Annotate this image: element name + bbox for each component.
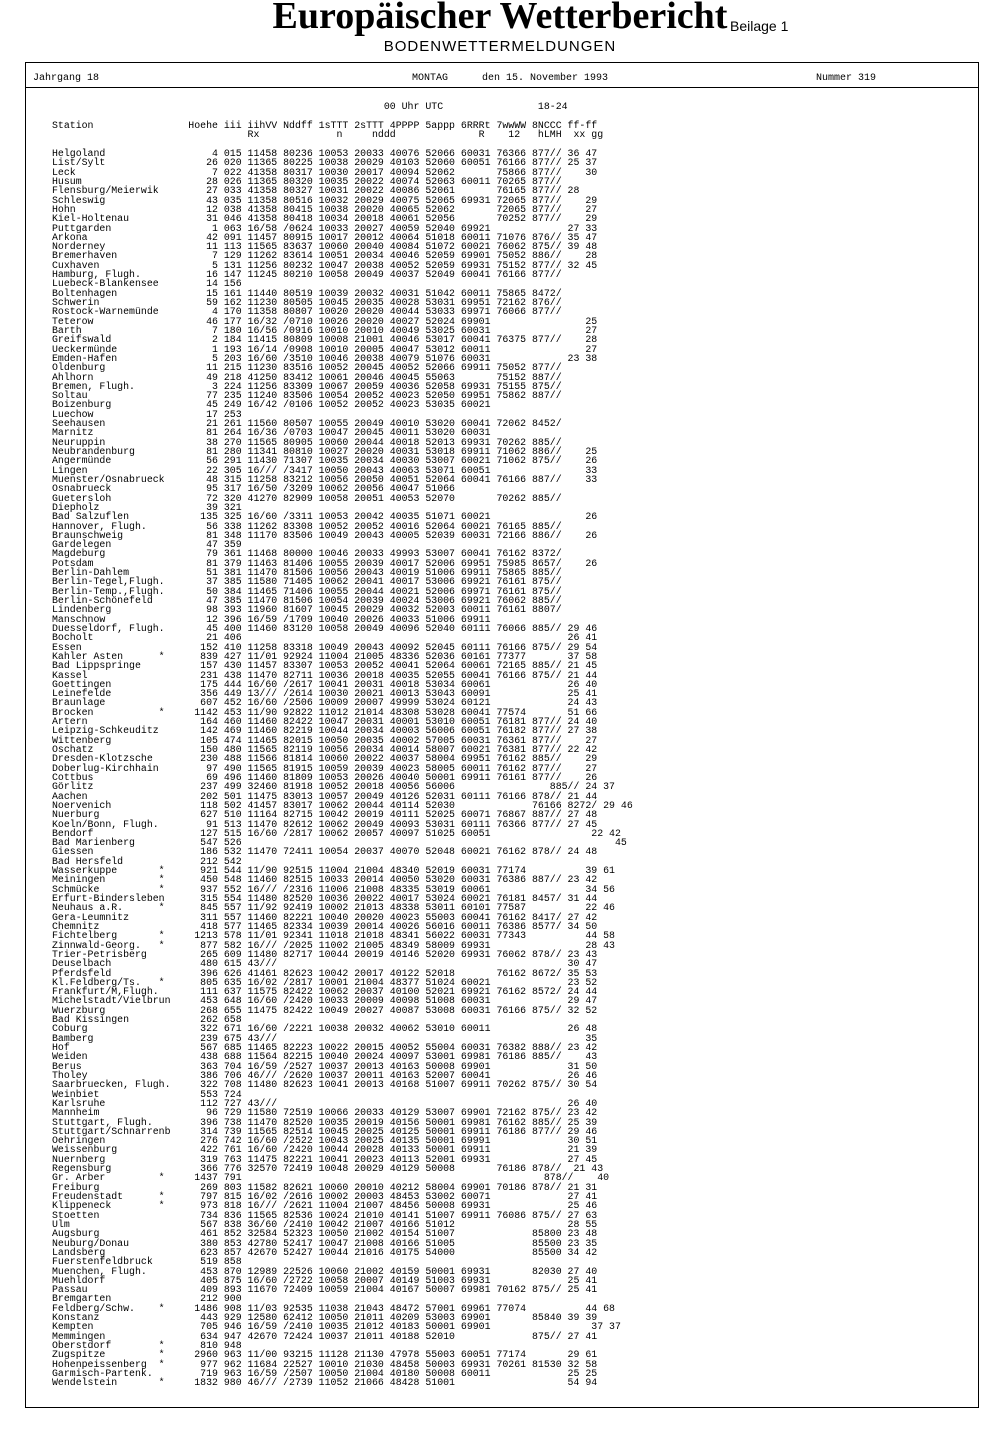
table-row: Guetersloh 72 320 41270 82909 10058 20051 40053 52070 70262 885// — [52, 492, 562, 504]
table-row: Leinefelde 356 449 13/// /2614 10030 20021 40013 53043 60091 25 41 — [52, 688, 598, 700]
table-row: Landsberg 623 857 42670 52427 10044 21016 40175 54000 85500 34 42 — [52, 1246, 598, 1258]
table-row: Brocken * 1142 453 11/90 92822 11012 21014 48308 53028 60041 77574 51 66 — [52, 706, 598, 718]
table-row: Artern 164 460 11460 82422 10047 20031 40001 53010 60051 76181 877// 24 40 — [52, 716, 598, 728]
table-row: Giessen 186 532 11470 72411 10054 20037 40070 52048 60021 76162 878// 24 48 — [52, 846, 598, 858]
table-row: Leipzig-Schkeuditz 142 469 11460 82219 10044 20034 40003 56006 60051 76182 877// 27 38 — [52, 725, 598, 737]
header-divider — [25, 87, 979, 88]
table-row: Koeln/Bonn, Flugh. 91 513 11470 82612 10062 20049 40093 53031 60111 76366 877// 27 45 — [52, 818, 598, 830]
table-row: Bad Hersfeld 212 542 — [52, 855, 242, 867]
table-row: Stuttgart, Flugh. 396 738 11470 82520 10035 20019 40156 50001 69981 76162 885// 25 39 — [52, 1116, 598, 1128]
table-row: Hohenpeissenberg * 977 962 11684 22527 10010 21030 48458 50003 69931 70261 81530 32 58 — [52, 1358, 598, 1370]
table-row: Berlin-Tegel,Flugh. 37 385 11580 71405 10062 20041 40017 53006 69921 76161 875// — [52, 576, 562, 588]
table-row: Flensburg/Meierwik 27 033 41358 80327 10031 20022 40086 52061 76165 877// 28 — [52, 185, 580, 197]
table-row: Bad Kissingen 262 658 — [52, 1014, 242, 1026]
table-row: Zinnwald-Georg. * 877 582 16/// /2025 11002 21005 48349 58009 69931 28 43 — [52, 939, 615, 951]
table-row: Konstanz 443 929 12580 62412 10050 21011 40209 53003 69901 85840 39 39 — [52, 1312, 598, 1324]
page-subtitle: BODENWETTERMELDUNGEN — [383, 38, 617, 55]
table-row: Muenster/Osnabrueck 48 315 11258 83212 10056 20050 40051 52064 60041 76166 887// 33 — [52, 473, 598, 485]
table-row: Neuburg/Donau 380 853 42780 52417 10047 21008 40166 51005 85500 23 35 — [52, 1237, 598, 1249]
table-row: Stoetten 734 836 11565 82536 10024 21010 40141 51007 69911 76086 875// 27 63 — [52, 1209, 598, 1221]
table-row: Wendelstein * 1832 980 46/// /2739 11052 21066 48428 51001 54 94 — [52, 1377, 598, 1389]
table-row: Duesseldorf, Flugh. 45 400 11460 83120 10058 20049 40096 52040 60111 76066 885// 29 46 — [52, 622, 598, 634]
table-row: Hannover, Flugh. 56 338 11262 83308 10052 20052 40016 52064 60021 76165 885// — [52, 520, 562, 532]
table-row: Cuxhaven 5 131 11256 80232 10047 20038 40052 52059 69931 75152 877// 32 45 — [52, 259, 598, 271]
table-row: Wittenberg 105 474 11465 82015 10050 20035 40002 57005 60031 76361 877// 27 — [52, 734, 598, 746]
table-row: Kiel-Holtenau 31 046 41358 80418 10034 20018 40061 52056 70252 877// 29 — [52, 213, 598, 225]
table-row: Michelstadt/Vielbrun 453 648 16/60 /2420 10033 20009 40098 51008 60031 29 47 — [52, 995, 598, 1007]
table-row: Stuttgart/Schnarrenb 314 739 11565 82514 10045 20025 40125 50001 69911 76186 877// 29 46 — [52, 1125, 598, 1137]
table-row: Oldenburg 11 215 11230 83516 10052 20045 40052 52066 69911 75052 877// — [52, 362, 562, 374]
table-row: Bendorf 127 515 16/60 /2817 10062 20057 40097 51025 60051 22 42 — [52, 827, 621, 839]
table-row: Fuerstenfeldbruck 519 858 — [52, 1256, 242, 1268]
table-row: Oehringen 276 742 16/60 /2522 10043 20025 40135 50001 69991 30 51 — [52, 1135, 598, 1147]
table-row: Gera-Leumnitz 311 557 11460 82221 10040 20020 40023 55003 60041 76162 8417/ 27 42 — [52, 911, 598, 923]
table-row: Weissenburg 422 761 16/60 /2420 10044 20028 40133 50001 69911 21 39 — [52, 1144, 598, 1156]
table-row: Luebeck-Blankensee 14 156 — [52, 278, 242, 290]
table-row: Weiden 438 688 11564 82215 10040 20024 40097 53001 69981 76186 885// 43 — [52, 1051, 598, 1063]
report-date: den 15. November 1993 — [482, 73, 609, 84]
table-row: Berlin-Schönefeld 47 385 11470 81506 10054 20039 40024 53006 69921 76062 885// — [52, 595, 562, 606]
column-header-line: Station Hoehe iii iihVV Nddff 1sTTT 2sTTT 4PPPP 5appp 6RRRt 7wwWW 8NCCC ff-ff — [52, 119, 598, 131]
table-row: Wasserkuppe * 921 544 11/90 92515 11004 21004 48340 52019 60031 77174 39 61 — [52, 865, 615, 877]
table-row: Braunschweig 81 348 11170 83506 10049 20043 40005 52039 60031 72166 886// 26 — [52, 529, 598, 541]
table-row: Noervenich 118 502 41457 83017 10062 20044 40114 52030 76166 8272/ 29 46 — [52, 799, 633, 811]
table-row: Freudenstadt * 797 815 16/02 /2616 10002 20003 48453 53002 60071 27 41 — [52, 1191, 598, 1202]
weekday: MONTAG — [412, 73, 449, 84]
table-row: Klippeneck * 973 818 16/// /2621 11004 21007 48456 50008 69931 25 46 — [52, 1200, 598, 1212]
table-row: Augsburg 461 852 32584 52323 10050 21002 40154 51007 85800 23 48 — [52, 1228, 598, 1240]
table-row: Kl.Feldberg/Ts. * 805 635 16/02 /2817 10001 21004 48377 51024 60021 23 52 — [52, 976, 598, 988]
table-row: Osnabrueck 95 317 16/50 /3209 10062 20056 40047 51066 — [52, 483, 455, 495]
table-row: Feldberg/Schw. * 1486 908 11/03 92535 11038 21043 48472 57001 69961 77074 44 68 — [52, 1302, 615, 1314]
column-header — [52, 102, 603, 139]
table-row: Muenchen, Flugh. 453 870 12989 22526 10060 21002 40159 50001 69931 82030 27 40 — [52, 1265, 598, 1277]
table-row: Norderney 11 113 11565 83637 10060 20040 40084 51072 60021 76062 875// 39 48 — [52, 241, 598, 253]
table-row: Garmisch-Partenk. 719 963 16/59 /2507 10050 21004 40180 50008 60011 25 25 — [52, 1367, 598, 1379]
table-row: Emden-Hafen 5 203 16/60 /3510 10046 20038 40079 51076 60031 23 38 — [52, 352, 598, 364]
table-row: Goettingen 175 444 16/60 /2617 10041 20031 40018 53034 60061 26 40 — [52, 678, 598, 690]
table-row: Neuhaus a.R. * 845 557 11/92 92419 10002 21013 48338 53011 60101 77587 22 46 — [52, 902, 615, 914]
table-row: Bremen, Flugh. 3 224 11256 83309 10067 20059 40036 52058 69931 75155 875// — [52, 380, 562, 392]
table-row: Potsdam 81 379 11463 81406 10055 20039 40017 52006 69951 75985 8657/ 26 — [52, 557, 598, 569]
table-row: Coburg 322 671 16/60 /2221 10038 20032 40062 53010 60011 26 48 — [52, 1023, 598, 1035]
station-table — [52, 149, 633, 1388]
table-row: Boizenburg 45 249 16/42 /0106 10052 20052 40023 53035 60021 — [52, 399, 491, 411]
table-row: Schmücke * 937 552 16/// /2316 11006 21008 48335 53019 60061 34 56 — [52, 883, 615, 895]
table-row: Dresden-Klotzsche 230 488 11566 81814 10060 20022 40037 58004 69951 76162 885// 29 — [52, 753, 598, 765]
table-row: Ahlhorn 49 218 41250 83412 10061 20046 40045 55063 75152 887// — [52, 371, 562, 383]
table-row: Tholey 386 706 46/// /2620 10037 20011 40163 52007 60041 26 46 — [52, 1069, 598, 1081]
page-title: Europäischer Wetterbericht — [272, 0, 728, 37]
table-row: Gardelegen 47 359 — [52, 539, 242, 551]
table-row: Nuerburg 627 510 11164 82715 10042 20019 40111 52025 60071 76867 887// 27 48 — [52, 809, 598, 821]
table-row: Manschnow 12 396 16/59 /1709 10040 20026 40033 51006 69911 — [52, 613, 491, 625]
table-row: Erfurt-Bindersleben 315 554 11480 82520 10036 20022 40017 53024 60021 76181 8457/ 31 44 — [52, 893, 598, 904]
table-row: Leck 7 022 41358 80317 10030 20017 40094 52062 75866 877// 30 — [52, 166, 598, 178]
table-row: Kempten 705 946 16/59 /2410 10035 21012 40183 50001 69901 37 37 — [52, 1321, 621, 1333]
table-row: Neuruppin 38 270 11565 80905 10060 20044 40018 52013 69931 70262 885// — [52, 436, 562, 448]
table-row: Berlin-Dahlem 51 381 11470 81506 10056 20043 40019 51006 69911 75865 885// — [52, 567, 562, 579]
table-row: Arkona 42 091 11457 80915 10017 20012 40064 51018 60011 71076 876// 35 47 — [52, 231, 598, 243]
table-row: Husum 28 026 11365 80320 10035 20022 40074 52063 60011 70265 877// — [52, 175, 562, 187]
table-row: Greifswald 2 184 11415 80809 10008 21001 40046 53017 60041 76375 877// 28 — [52, 334, 598, 346]
table-row: Aachen 202 501 11475 83013 10057 20049 40126 52031 60111 76166 878// 21 44 — [52, 790, 598, 802]
table-row: Bocholt 21 406 26 41 — [52, 632, 598, 644]
table-row: Neubrandenburg 81 280 11341 80810 10027 20020 40031 53018 69911 71062 886// 25 — [52, 446, 598, 457]
table-row: Rostock-Warnemünde 4 170 11358 80807 10020 20020 40044 53033 69971 76066 877// — [52, 306, 562, 318]
table-row: Braunlage 607 452 16/60 /2506 10009 20007 49999 53024 60121 24 43 — [52, 697, 598, 709]
table-row: Soltau 77 235 11240 83506 10054 20052 40023 52050 69951 75862 887// — [52, 390, 562, 402]
table-row: Teterow 46 177 16/32 /0710 10026 20020 40027 52024 69901 25 — [52, 315, 598, 327]
table-row: Memmingen 634 947 42670 72424 10037 21011 40188 52010 875// 27 41 — [52, 1330, 598, 1342]
table-row: Doberlug-Kirchhain 97 490 11565 81915 10059 20039 40023 58005 60011 76162 877// 27 — [52, 762, 598, 774]
table-row: Trier-Petrisberg 265 609 11480 82717 10044 20019 40146 52020 69931 76062 878// 23 43 — [52, 948, 598, 960]
jahrgang: Jahrgang 18 — [33, 73, 100, 84]
table-row: Barth 7 180 16/56 /0916 10010 20010 40049 53025 60031 27 — [52, 324, 598, 336]
table-row: Boltenhagen 15 161 11440 80519 10039 20032 40031 51042 60011 75865 8472/ — [52, 287, 562, 299]
table-row: Bremgarten 212 900 — [52, 1293, 242, 1305]
table-row: Kahler Asten * 839 427 11/01 92924 11004 21005 48336 52036 60161 77377 37 58 — [52, 650, 598, 662]
table-row: Bad Salzuflen 135 325 16/60 /3311 10053 20042 40035 51071 60021 26 — [52, 511, 598, 523]
table-row: Berlin-Temp.,Flugh. 50 384 11465 71406 10055 20044 40021 52006 69971 76161 875// — [52, 585, 562, 597]
table-row: Bamberg 239 675 43/// 35 — [52, 1032, 598, 1044]
column-header-line: 00 Uhr UTC 18-24 — [52, 101, 568, 112]
table-row: Diepholz 39 321 — [52, 501, 242, 513]
table-row: Angermünde 56 291 11430 71307 10035 20034 40030 53007 60021 71062 875// 26 — [52, 455, 598, 467]
table-row: Muehldorf 405 875 16/60 /2722 10058 20007 40149 51003 69931 25 41 — [52, 1274, 598, 1286]
nummer: Nummer 319 — [816, 73, 877, 84]
table-row: Helgoland 4 015 11458 80236 10053 20033 40076 52066 60031 76366 877// 36 47 — [52, 148, 598, 159]
table-row: Fichtelberg * 1213 578 11/01 92341 11018 21018 48341 56022 60031 77343 44 58 — [52, 930, 615, 942]
table-row: Lindenberg 98 393 11960 81607 10045 20029 40032 52003 60011 76161 8807/ — [52, 604, 562, 616]
table-row: Ulm 567 838 36/60 /2410 10042 21007 40166 51012 28 55 — [52, 1218, 598, 1230]
table-row: Wuerzburg 268 655 11475 82422 10049 20027 40087 53008 60031 76166 875// 32 52 — [52, 1004, 598, 1016]
table-row: Schwerin 59 162 11230 80505 10045 20035 40028 53031 69951 72162 876// — [52, 297, 562, 308]
table-row: Pferdsfeld 396 626 41461 82623 10042 20017 40122 52018 76162 8672/ 35 53 — [52, 967, 598, 979]
table-row: Magdeburg 79 361 11468 80000 10046 20033 49993 53007 60041 76162 8372/ — [52, 548, 562, 560]
table-row: Seehausen 21 261 11560 80507 10055 20049 40010 53020 60041 72062 8452/ — [52, 418, 562, 430]
table-row: Gr. Arber * 1437 791 878// 40 — [52, 1172, 610, 1184]
table-row: Berus 363 704 16/59 /2527 10037 20013 40163 50008 69901 31 50 — [52, 1060, 598, 1072]
table-row: Passau 409 893 11670 72409 10059 21004 40167 50007 69981 70162 875// 25 41 — [52, 1284, 598, 1296]
table-row: Oberstdorf * 810 948 — [52, 1340, 242, 1351]
table-row: Chemnitz 418 577 11465 82334 10039 20014 40026 56016 60011 76386 8577/ 34 50 — [52, 920, 598, 932]
table-row: Luechow 17 253 — [52, 408, 242, 420]
table-row: Zugspitze * 2960 963 11/00 93215 11128 21130 47978 55003 60051 77174 29 61 — [52, 1349, 598, 1361]
table-row: Bremerhaven 7 129 11262 83614 10051 20034 40046 52059 69901 75052 886// 28 — [52, 250, 598, 262]
table-row: List/Sylt 26 020 11365 80225 10038 20029 40103 52060 60051 76166 877// 25 37 — [52, 157, 598, 169]
table-row: Cottbus 69 496 11460 81809 10053 20026 40040 50001 69911 76161 877// 26 — [52, 771, 598, 783]
table-row: Marnitz 81 264 16/36 /0703 10047 20045 40011 53020 60031 — [52, 427, 491, 439]
column-header-line: Rx n nddd R 12 hLMH xx gg — [52, 128, 604, 140]
table-row: Hohn 12 038 41358 80415 10038 20020 40065 52062 72065 877// 27 — [52, 203, 598, 215]
table-row: Bad Marienberg 547 526 45 — [52, 837, 627, 849]
table-row: Karlsruhe 112 727 43/// 26 40 — [52, 1097, 598, 1109]
table-row: Deuselbach 480 615 43/// 30 47 — [52, 958, 598, 970]
table-row: Lingen 22 305 16/// /3417 10050 20043 40063 53071 60051 33 — [52, 464, 598, 476]
table-row: Ueckermünde 1 193 16/14 /0908 10010 20005 40047 53012 60011 27 — [52, 343, 598, 355]
beilage-label: Beilage 1 — [730, 18, 789, 34]
table-row: Nuernberg 319 763 11475 82221 10041 20023 40113 52001 69931 27 45 — [52, 1153, 598, 1165]
table-row: Bad Lippspringe 157 430 11457 83307 10053 20052 40041 52064 60061 72165 885// 21 45 — [52, 660, 598, 672]
table-row: Schleswig 43 035 11358 80516 10032 20029 40075 52065 69931 72065 877// 29 — [52, 194, 598, 206]
table-row: Essen 152 410 11258 83318 10049 20043 40092 52045 60111 76166 875// 29 54 — [52, 641, 598, 653]
table-row: Puttgarden 1 063 16/58 /0624 10033 20027 40059 52040 69921 27 33 — [52, 222, 598, 234]
table-row: Regensburg 366 776 32570 72419 10048 20029 40129 50008 76186 878// 21 43 — [52, 1163, 604, 1175]
table-row: Hof 567 685 11465 82223 10022 20015 40052 55004 60031 76382 888// 23 42 — [52, 1042, 598, 1053]
table-row: Meiningen * 450 548 11460 82515 10033 20014 40050 53020 60031 76386 887// 23 42 — [52, 874, 598, 886]
table-row: Oschatz 150 480 11565 82119 10056 20034 40014 58007 60021 76381 877// 22 42 — [52, 744, 598, 755]
table-row: Hamburg, Flugh. 16 147 11245 80210 10058 20049 40037 52049 60041 76166 877// — [52, 269, 562, 281]
table-row: Saarbruecken, Flugh. 322 708 11480 82623 10041 20013 40168 51007 69911 70262 875// 30 54 — [52, 1079, 598, 1091]
table-row: Görlitz 237 499 32460 81918 10052 20018 40056 56006 885// 24 37 — [52, 781, 615, 793]
table-row: Weinbiet 553 724 — [52, 1088, 242, 1100]
table-row: Mannheim 96 729 11580 72519 10066 20033 40129 53007 69901 72162 875// 23 42 — [52, 1107, 598, 1119]
table-row: Freiburg 269 803 11582 82621 10060 20010 40212 58004 69901 70186 878// 21 31 — [52, 1181, 598, 1193]
table-row: Kassel 231 438 11470 82711 10036 20018 40035 52055 60041 76166 875// 21 44 — [52, 669, 598, 681]
table-row: Frankfurt/M,Flugh. 111 637 11575 82422 10062 20037 40100 52021 69921 76162 8572/ 24 44 — [52, 986, 598, 998]
